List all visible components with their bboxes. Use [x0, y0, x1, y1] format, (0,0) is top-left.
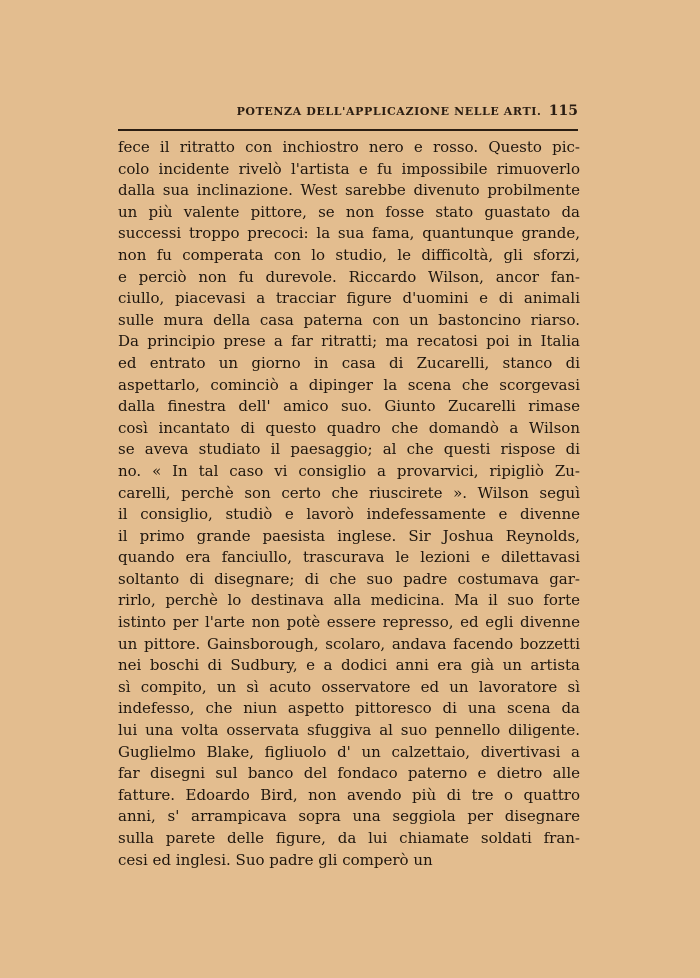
- text-line: ciullo, piacevasi a tracciar figure d'uomini e di animali: [118, 289, 580, 308]
- text-line: così incantato di questo quadro che domandò a Wilson: [118, 418, 580, 437]
- text-line: sulle mura della casa paterna con un bastoncino riarso.: [118, 310, 580, 329]
- text-line: e perciò non fu durevole. Riccardo Wilson, ancor fan-: [118, 267, 580, 286]
- text-line: indefesso, che niun aspetto pittoresco di una scena da: [118, 699, 580, 718]
- text-line: dalla sua inclinazione. West sarebbe divenuto probilmente: [118, 181, 580, 200]
- text-line: aspettarlo, cominciò a dipinger la scena che scorgevasi: [118, 375, 580, 394]
- text-line: Da principio prese a far ritratti; ma recatosi poi in Italia: [118, 332, 580, 351]
- text-line: fece il ritratto con inchiostro nero e rosso. Questo pic-: [118, 138, 580, 156]
- text-line: dalla finestra dell' amico suo. Giunto Zucarelli rimase: [118, 397, 580, 416]
- text-line: un pittore. Gainsborough, scolaro, andava facendo bozzetti: [118, 634, 580, 653]
- running-title: POTENZA DELL'APPLICAZIONE NELLE ARTI.: [236, 105, 542, 118]
- text-line: istinto per l'arte non potè essere represso, ed egli divenne: [118, 613, 580, 632]
- text-line: quando era fanciullo, trascurava le lezioni e dilettavasi: [118, 548, 580, 567]
- text-line: lui una volta osservata sfuggiva al suo pennello diligente.: [118, 721, 580, 740]
- text-line: il primo grande paesista inglese. Sir Joshua Reynolds,: [118, 526, 580, 545]
- text-line: far disegni sul banco del fondaco paterno e dietro alle: [118, 764, 580, 783]
- running-head: [118, 105, 580, 125]
- header-rule: [118, 129, 578, 131]
- text-line: no. « In tal caso vi consiglio a provarvici, ripigliò Zu-: [118, 461, 580, 480]
- text-line: nei boschi di Sudbury, e a dodici anni era già un artista: [118, 656, 580, 675]
- text-line: il consiglio, studiò e lavorò indefessamente e divenne: [118, 505, 580, 524]
- text-line: soltanto di disegnare; di che suo padre costumava gar-: [118, 569, 580, 588]
- text-line: ed entrato un giorno in casa di Zucarelli, stanco di: [118, 353, 580, 372]
- text-line: successi troppo precoci: la sua fama, quantunque grande,: [118, 224, 580, 243]
- text-line: fatture. Edoardo Bird, non avendo più di tre o quattro: [118, 785, 580, 804]
- text-line: non fu comperata con lo studio, le difficoltà, gli sforzi,: [118, 245, 580, 264]
- text-line: sì compito, un sì acuto osservatore ed un lavoratore sì: [118, 677, 580, 696]
- page-number: 115: [548, 103, 578, 119]
- text-line: sulla parete delle figure, da lui chiamate soldati fran-: [118, 829, 580, 847]
- body-text: [118, 137, 580, 871]
- text-line: se aveva studiato il paesaggio; al che questi rispose di: [118, 440, 580, 459]
- text-line: rirlo, perchè lo destinava alla medicina. Ma il suo forte: [118, 591, 580, 610]
- text-line: colo incidente rivelò l'artista e fu impossibile rimuoverlo: [118, 159, 580, 178]
- text-line: cesi ed inglesi. Suo padre gli comperò un: [118, 850, 433, 869]
- text-line: un più valente pittore, se non fosse stato guastato da: [118, 202, 580, 221]
- text-line: anni, s' arrampicava sopra una seggiola per disegnare: [118, 807, 580, 826]
- text-line: Guglielmo Blake, figliuolo d' un calzettaio, divertivasi a: [118, 742, 580, 761]
- text-line: carelli, perchè son certo che riuscirete ». Wilson seguì: [118, 483, 580, 502]
